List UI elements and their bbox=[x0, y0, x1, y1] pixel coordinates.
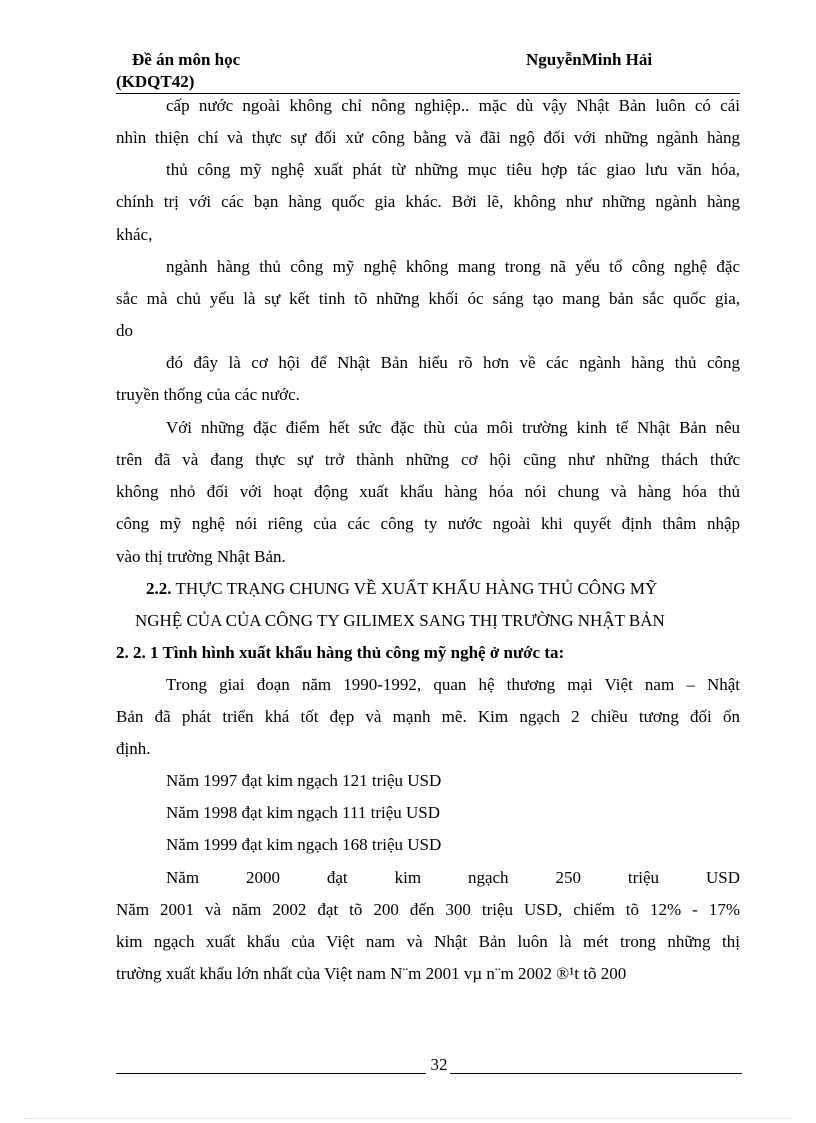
subsection-heading: 2. 2. 1 Tình hình xuất khẩu hàng thủ công mỹ nghệ ở nước ta: bbox=[116, 643, 565, 662]
body-line: khác, bbox=[116, 225, 153, 244]
section-title-line1: THỰC TRẠNG CHUNG VỀ XUẤT KHẨU HÀNG THỦ CÔNG MỸ bbox=[175, 579, 658, 598]
body-line: sắc mà chủ yếu là sự kết tinh tõ những khối óc sáng tạo mang bản sắc quốc gia, bbox=[116, 289, 740, 308]
footer-rule-right bbox=[450, 1073, 742, 1074]
body-line: trường xuất khẩu lớn nhất của Việt nam N¨m 2001 vµ n¨m 2002 ®¹t tõ 200 bbox=[116, 964, 627, 983]
body-line: do bbox=[116, 321, 133, 340]
section-number: 2.2. bbox=[146, 579, 172, 598]
body-line: Với những đặc điểm hết sức đặc thù của môi trường kinh tế Nhật Bản nêu bbox=[166, 418, 740, 437]
word: triệu bbox=[627, 868, 660, 887]
section-title-line2: NGHỆ CỦA CỦA CÔNG TY GILIMEX SANG THỊ TRƯỜNG NHẬT BẢN bbox=[135, 611, 665, 630]
body-line: Trong giai đoạn năm 1990-1992, quan hệ thương mại Việt nam – Nhật bbox=[166, 675, 740, 694]
author-name: NguyễnMinh Hải bbox=[526, 50, 653, 69]
body-line: Bản đã phát triển khá tốt đẹp và mạnh mẽ. Kim ngạch 2 chiều tương đối ổn bbox=[116, 707, 740, 726]
body-line: trên đã và đang thực sự trở thành những cơ hội cũng như những thách thức bbox=[116, 450, 740, 469]
page-number: 32 bbox=[430, 1055, 448, 1074]
course-code: (KDQT42) bbox=[116, 72, 195, 91]
word: 250 bbox=[555, 868, 581, 887]
course-title: Đề án môn học bbox=[132, 50, 241, 69]
page-footer bbox=[116, 1055, 742, 1077]
body-line: định. bbox=[116, 739, 151, 758]
year-line: Năm 1999 đạt kim ngạch 168 triệu USD bbox=[166, 835, 442, 854]
body-line: nhìn thiện chí và thực sự đối xử công bằng và đãi ngộ đối với những ngành hàng bbox=[116, 128, 740, 147]
word: ngạch bbox=[467, 868, 509, 887]
section-heading bbox=[146, 578, 740, 600]
word: kim bbox=[394, 868, 422, 887]
body-line: kim ngạch xuất khẩu của Việt nam và Nhật Bản luôn là mét trong những thị bbox=[116, 932, 740, 951]
year-2000-line bbox=[166, 867, 740, 889]
body-line: cấp nước ngoài không chỉ nông nghiệp.. mặc dù vậy Nhật Bản luôn có cái bbox=[166, 96, 740, 115]
body-line: thủ công mỹ nghệ xuất phát từ những mục tiêu hợp tác giao lưu văn hóa, bbox=[166, 160, 740, 179]
word: 2000 bbox=[245, 868, 280, 887]
header-rule bbox=[116, 93, 740, 94]
body-line: đó đây là cơ hội để Nhật Bản hiểu rõ hơn về các ngành hàng thủ công bbox=[166, 353, 740, 372]
year-line: Năm 1997 đạt kim ngạch 121 triệu USD bbox=[166, 771, 442, 790]
body-line: ngành hàng thủ công mỹ nghệ không mang trong nã yếu tố công nghệ đặc bbox=[166, 257, 740, 276]
body-line: chính trị với các bạn hàng quốc gia khác. Bởi lẽ, không như những ngành hàng bbox=[116, 192, 740, 211]
word: Năm bbox=[166, 868, 200, 887]
word: USD bbox=[705, 868, 740, 887]
body-line: vào thị trường Nhật Bản. bbox=[116, 547, 286, 566]
year-line: Năm 1998 đạt kim ngạch 111 triệu USD bbox=[166, 803, 441, 822]
body-line: Năm 2001 và năm 2002 đạt tõ 200 đến 300 triệu USD, chiếm tõ 12% - 17% bbox=[116, 900, 740, 919]
word: đạt bbox=[326, 868, 348, 887]
footer-rule-left bbox=[116, 1073, 426, 1074]
body-line: truyền thống của các nước. bbox=[116, 385, 300, 404]
page-edge bbox=[24, 1118, 792, 1119]
body-line: không nhỏ đối với hoạt động xuất khẩu hàng hóa nói chung và hàng hóa thủ bbox=[116, 482, 740, 501]
body-line: công mỹ nghệ nói riêng của các công ty nước ngoài khi quyết định thâm nhập bbox=[116, 514, 740, 533]
